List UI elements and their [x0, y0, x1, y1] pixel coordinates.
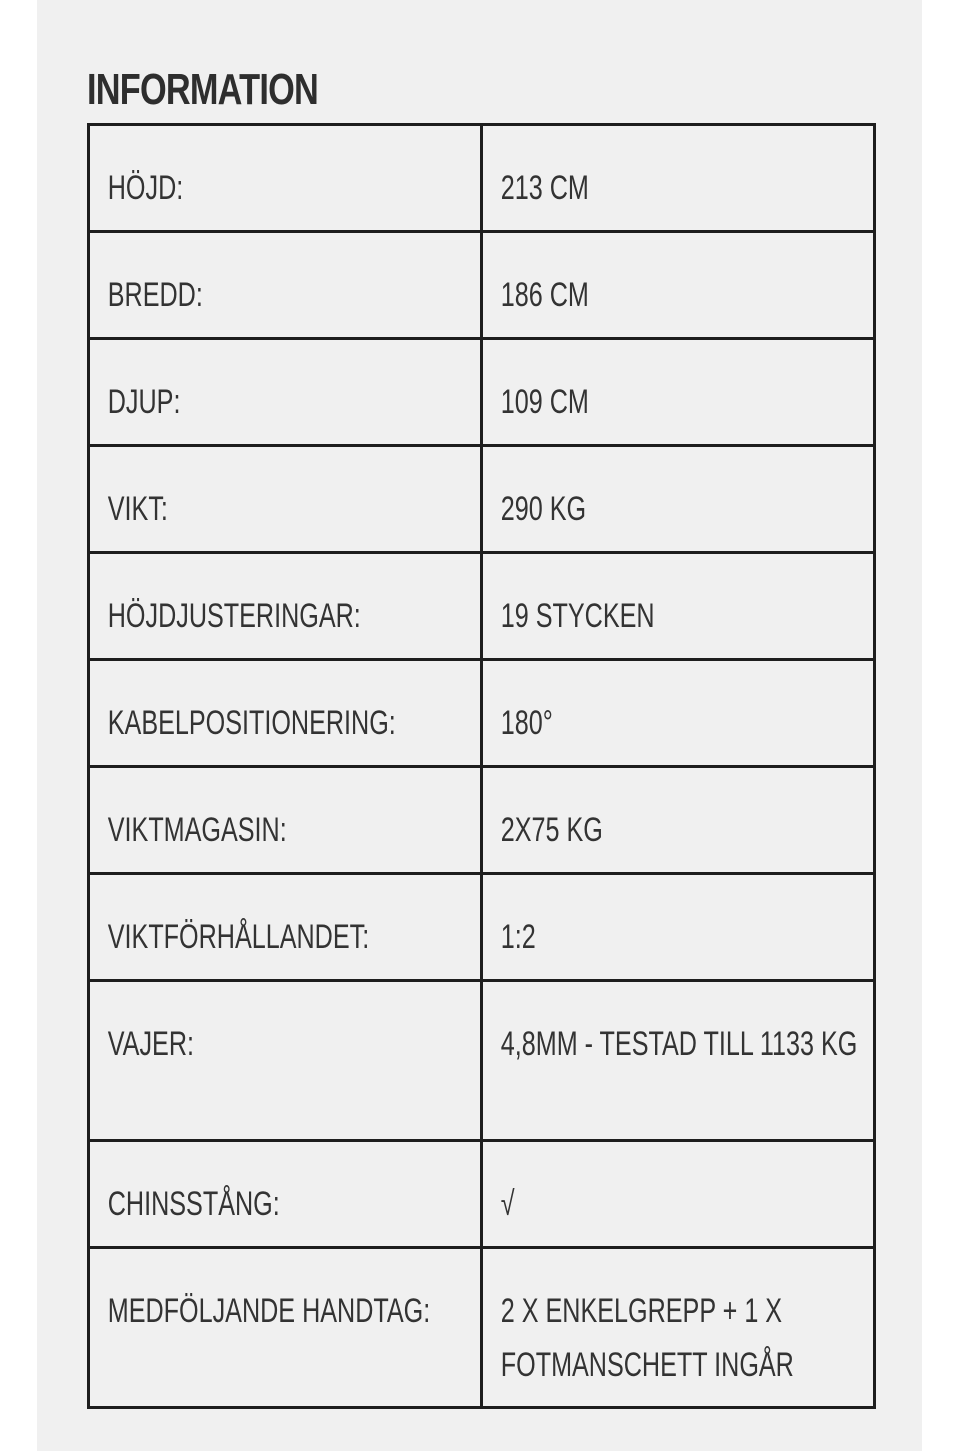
spec-value-cell: [482, 874, 875, 981]
table-row-cable: [89, 981, 875, 1141]
check-root-icon: √: [500, 1185, 515, 1223]
spec-value: 213 CM: [500, 169, 589, 207]
spec-value-cell: [482, 553, 875, 660]
spec-label-cell: [89, 767, 482, 874]
spec-value-cell: [482, 1248, 875, 1408]
spec-table: [87, 123, 876, 1409]
spec-value: 186 CM: [500, 276, 589, 314]
spec-label-cell: [89, 232, 482, 339]
spec-value-cell: [482, 232, 875, 339]
table-row-chin-up-bar: [89, 1141, 875, 1248]
spec-label: BREDD:: [107, 276, 203, 314]
spec-label: VIKTFÖRHÅLLANDET:: [107, 918, 370, 956]
spec-label: KABELPOSITIONERING:: [107, 704, 396, 742]
spec-value: 290 KG: [500, 490, 587, 528]
spec-value-cell: [482, 339, 875, 446]
table-row-height: [89, 125, 875, 232]
table-row-weight: [89, 446, 875, 553]
spec-label: HÖJDJUSTERINGAR:: [107, 597, 361, 635]
spec-value: 2X75 KG: [500, 811, 603, 849]
spec-label-cell: [89, 1248, 482, 1408]
table-row-cable-positioning: [89, 660, 875, 767]
spec-label: DJUP:: [107, 383, 181, 421]
spec-value-cell: [482, 660, 875, 767]
spec-value: 19 STYCKEN: [500, 597, 655, 635]
spec-label: CHINSSTÅNG:: [107, 1185, 280, 1223]
spec-label-cell: [89, 125, 482, 232]
spec-value: 109 CM: [500, 383, 589, 421]
table-row-width: [89, 232, 875, 339]
spec-value-cell: [482, 446, 875, 553]
spec-label-cell: [89, 339, 482, 446]
table-row-depth: [89, 339, 875, 446]
table-row-height-adjustments: [89, 553, 875, 660]
spec-value-cell: [482, 767, 875, 874]
spec-label-cell: [89, 446, 482, 553]
spec-label-cell: [89, 1141, 482, 1248]
section-title: INFORMATION: [87, 65, 318, 114]
spec-value: 1:2: [500, 918, 536, 956]
spec-label-cell: [89, 981, 482, 1141]
spec-value-cell: [482, 125, 875, 232]
spec-label-cell: [89, 660, 482, 767]
spec-value-cell: [482, 981, 875, 1141]
spec-label: HÖJD:: [107, 169, 184, 207]
spec-value: 4,8MM - TESTAD TILL 1133 KG: [500, 1025, 858, 1063]
spec-value-cell: [482, 1141, 875, 1248]
spec-label-cell: [89, 874, 482, 981]
spec-value: 2 X ENKELGREPP + 1 X FOTMANSCHETT INGÅR: [500, 1292, 794, 1384]
spec-value: 180°: [500, 704, 553, 742]
table-row-weight-stack: [89, 767, 875, 874]
spec-label: VIKTMAGASIN:: [107, 811, 287, 849]
spec-label: MEDFÖLJANDE HANDTAG:: [107, 1292, 431, 1330]
spec-label-cell: [89, 553, 482, 660]
table-row-weight-ratio: [89, 874, 875, 981]
table-row-included-handles: [89, 1248, 875, 1408]
spec-label: VIKT:: [107, 490, 168, 528]
spec-label: VAJER:: [107, 1025, 194, 1063]
